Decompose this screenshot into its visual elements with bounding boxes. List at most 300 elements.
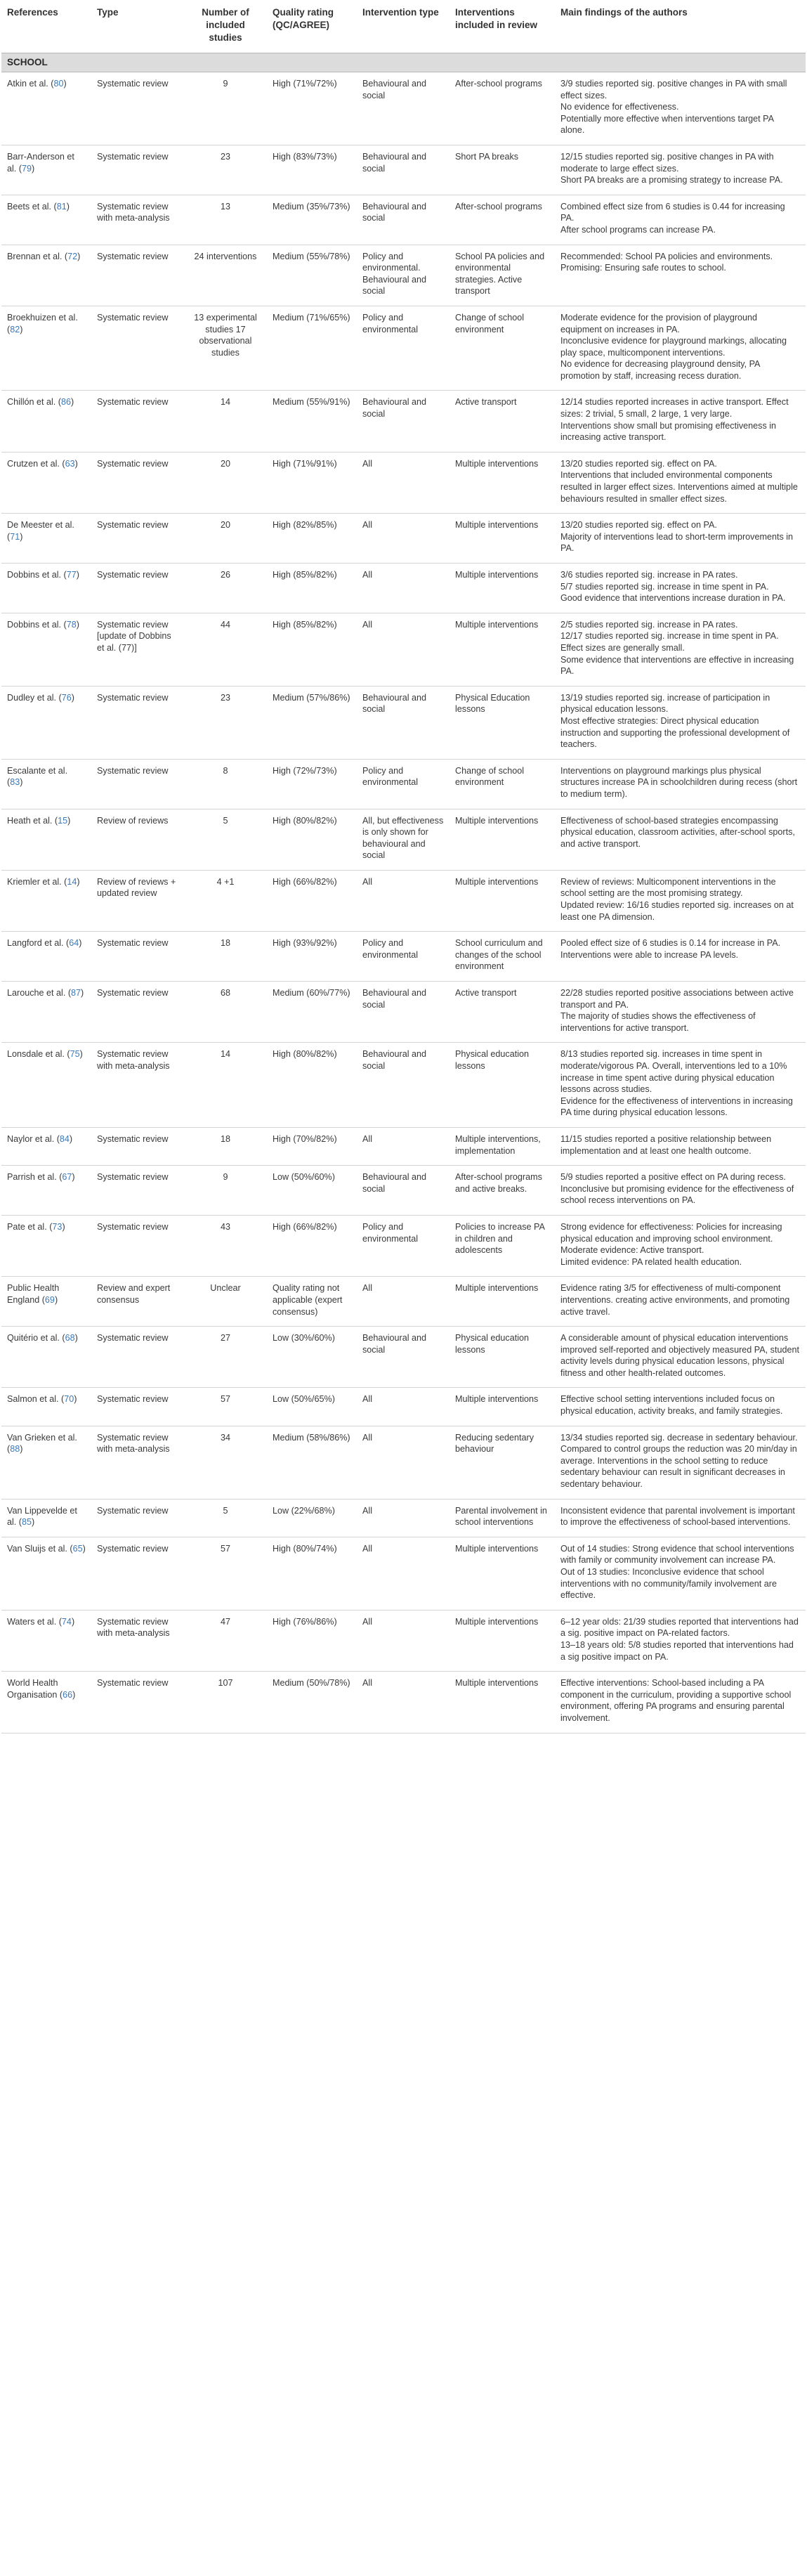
reference-author: Chillón et al. <box>7 397 56 408</box>
reference-author: Escalante et al. <box>7 765 68 776</box>
cell-quality: Low (30%/60%) <box>267 1327 357 1388</box>
citation-link[interactable]: 72 <box>67 251 78 261</box>
header-intervention-type: Intervention type <box>362 7 439 18</box>
cell-number: 13 experimental studies 17 observational studies <box>184 306 267 391</box>
cell-number: Unclear <box>184 1277 267 1327</box>
finding-line: Review of reviews: Multicomponent interventions in the school setting are the most promising strategy. <box>560 876 776 899</box>
citation-link[interactable]: 66 <box>63 1689 73 1700</box>
finding-line: Most effective strategies: Direct physical education instruction and supporting the professional development of teachers. <box>560 715 790 750</box>
finding-line: 12/17 studies reported sig. increase in time spent in PA. <box>560 631 779 642</box>
finding-line: 8/13 studies reported sig. increases in time spent in moderate/vigorous PA. Overall, interventions led to a 10% increase in time spent active during physical education lessons across studies. <box>560 1049 787 1095</box>
cell-type: Systematic review <box>91 1537 184 1610</box>
cell-interventions-included: Multiple interventions, implementation <box>450 1127 555 1165</box>
cell-number: 5 <box>184 809 267 870</box>
cell-number: 43 <box>184 1215 267 1276</box>
cell-interventions-included: Change of school environment <box>450 759 555 809</box>
finding-line: 6–12 year olds: 21/39 studies reported that interventions had a sig. positive impact on PA-related factors. <box>560 1616 799 1639</box>
cell-interventions-included: Multiple interventions <box>450 1388 555 1426</box>
reference-author: Quitério et al. <box>7 1333 60 1344</box>
cell-intervention-type: All, but effectiveness is only shown for behavioural and social <box>357 809 450 870</box>
cell-main-findings <box>555 1277 806 1327</box>
finding-line: Majority of interventions lead to short-term improvements in PA. <box>560 531 794 554</box>
cell-number: 47 <box>184 1610 267 1671</box>
cell-type: Systematic review <box>91 514 184 564</box>
finding-line: Combined effect size from 6 studies is 0.44 for increasing PA. <box>560 201 785 223</box>
cell-intervention-type: All <box>357 1610 450 1671</box>
cell-number: 44 <box>184 613 267 686</box>
finding-line: Effective interventions: School-based including a PA component in the curriculum, providing a supportive school environment, offering PA programs and ensuring parental involvement. <box>560 1678 792 1723</box>
cell-number: 20 <box>184 452 267 513</box>
finding-line: Effective school setting interventions included focus on physical education, activity breaks, and family strategies. <box>560 1394 783 1417</box>
finding-line: Interventions were able to increase PA levels. <box>560 949 739 960</box>
cell-type: Systematic review with meta-analysis <box>91 195 184 245</box>
reference-author: Kriemler et al. <box>7 876 62 887</box>
cell-interventions-included: Multiple interventions <box>450 613 555 686</box>
cell-reference: Larouche et al. (87) <box>1 982 91 1043</box>
cell-interventions-included: Physical education lessons <box>450 1327 555 1388</box>
finding-line: 13/20 studies reported sig. effect on PA. <box>560 458 717 469</box>
reference-author: Van Grieken et al. <box>7 1432 77 1443</box>
table-row <box>1 391 806 452</box>
cell-main-findings <box>555 564 806 613</box>
cell-main-findings <box>555 72 806 145</box>
cell-type: Systematic review <box>91 145 184 195</box>
cell-intervention-type: Policy and environmental <box>357 1215 450 1276</box>
cell-type: Systematic review <box>91 452 184 513</box>
citation-link[interactable]: 65 <box>72 1543 83 1554</box>
finding-line: 3/6 studies reported sig. increase in PA rates. <box>560 570 738 580</box>
cell-intervention-type: All <box>357 1426 450 1499</box>
table-row <box>1 1043 806 1128</box>
cell-intervention-type: Behavioural and social <box>357 1327 450 1388</box>
cell-interventions-included: Change of school environment <box>450 306 555 391</box>
cell-type: Systematic review <box>91 1672 184 1733</box>
table-row <box>1 613 806 686</box>
table-row <box>1 809 806 870</box>
cell-quality: High (71%/72%) <box>267 72 357 145</box>
cell-intervention-type: All <box>357 1388 450 1426</box>
table-row <box>1 514 806 564</box>
citation-link[interactable]: 84 <box>59 1133 70 1144</box>
finding-line: 22/28 studies reported positive associations between active transport and PA. <box>560 988 794 1010</box>
finding-line: Potentially more effective when interventions target PA alone. <box>560 113 774 136</box>
table-row <box>1 1537 806 1610</box>
cell-number: 9 <box>184 72 267 145</box>
citation-link[interactable]: 76 <box>61 692 72 703</box>
table-row <box>1 1672 806 1733</box>
citation-link[interactable]: 86 <box>61 397 72 408</box>
reference-author: Brennan et al. <box>7 251 63 261</box>
cell-main-findings <box>555 245 806 306</box>
cell-reference: World Health Organisation (66) <box>1 1672 91 1733</box>
cell-main-findings <box>555 1426 806 1499</box>
cell-intervention-type: All <box>357 452 450 513</box>
finding-line: Evidence rating 3/5 for effectiveness of multi-component interventions. creating active environments, and promoting active travel. <box>560 1283 790 1317</box>
cell-interventions-included: Policies to increase PA in children and adolescents <box>450 1215 555 1276</box>
cell-intervention-type: Policy and environmental <box>357 306 450 391</box>
citation-link[interactable]: 85 <box>22 1517 32 1528</box>
cell-interventions-included: Multiple interventions <box>450 452 555 513</box>
cell-type: Systematic review <box>91 982 184 1043</box>
cell-type: Systematic review <box>91 932 184 982</box>
reference-author: Broekhuizen et al. <box>7 312 78 323</box>
finding-line: A considerable amount of physical education interventions improved self-reported and objectively measured PA, student activity levels during physical education lessons, physical fitness and other health-related outcomes. <box>560 1333 799 1378</box>
finding-line: Pooled effect size of 6 studies is 0.14 for increase in PA. <box>560 938 781 949</box>
finding-line: 13/19 studies reported sig. increase of participation in physical education lessons. <box>560 692 770 715</box>
table-row <box>1 932 806 982</box>
citation-link[interactable]: 69 <box>44 1294 55 1305</box>
finding-line: 12/15 studies reported sig. positive changes in PA with moderate to large effect sizes. <box>560 151 774 174</box>
cell-type: Systematic review <box>91 1215 184 1276</box>
citation-link[interactable]: 82 <box>10 324 20 334</box>
cell-intervention-type: Behavioural and social <box>357 1166 450 1216</box>
finding-line: Evidence for the effectiveness of interventions in increasing PA time during physical education lessons. <box>560 1095 793 1118</box>
cell-quality: Medium (58%/86%) <box>267 1426 357 1499</box>
cell-interventions-included: After-school programs and active breaks. <box>450 1166 555 1216</box>
cell-number: 57 <box>184 1537 267 1610</box>
citation-link[interactable]: 78 <box>66 619 77 630</box>
table-row <box>1 564 806 613</box>
finding-line: 13–18 years old: 5/8 studies reported that interventions had a sig positive impact on PA. <box>560 1639 794 1662</box>
table-row <box>1 1388 806 1426</box>
cell-main-findings <box>555 145 806 195</box>
finding-line: No evidence for effectiveness. <box>560 102 679 112</box>
cell-interventions-included: Short PA breaks <box>450 145 555 195</box>
finding-line: Moderate evidence: Active transport. <box>560 1245 704 1256</box>
cell-intervention-type: Behavioural and social <box>357 145 450 195</box>
cell-main-findings <box>555 391 806 452</box>
cell-type: Systematic review <box>91 306 184 391</box>
citation-link[interactable]: 64 <box>69 938 79 949</box>
cell-intervention-type: All <box>357 514 450 564</box>
cell-main-findings <box>555 306 806 391</box>
cell-reference: Heath et al. (15) <box>1 809 91 870</box>
cell-main-findings <box>555 613 806 686</box>
reference-author: Van Sluijs et al. <box>7 1543 67 1554</box>
cell-main-findings <box>555 1215 806 1276</box>
section-row <box>1 53 806 72</box>
reference-author: Dobbins et al. <box>7 619 62 630</box>
reference-author: De Meester et al. <box>7 520 74 531</box>
finding-line: Interventions on playground markings plus physical structures increase PA in schoolchildren during recess (short to medium term). <box>560 765 798 799</box>
finding-line: Effectiveness of school-based strategies encompassing physical education, classroom activities, after-school sports, and active transport. <box>560 815 795 849</box>
cell-reference: Van Sluijs et al. (65) <box>1 1537 91 1610</box>
citation-link[interactable]: 63 <box>65 458 75 469</box>
table-row <box>1 1610 806 1671</box>
finding-line: Interventions that included environmental components resulted in larger effect sizes. Interventions aimed at multiple behaviours resulted in smaller effect sizes. <box>560 470 798 504</box>
reference-author: Crutzen et al. <box>7 458 60 469</box>
cell-type: Systematic review <box>91 1499 184 1537</box>
cell-reference: Pate et al. (73) <box>1 1215 91 1276</box>
cell-type: Systematic review with meta-analysis <box>91 1610 184 1671</box>
cell-interventions-included: Reducing sedentary behaviour <box>450 1426 555 1499</box>
cell-number: 18 <box>184 932 267 982</box>
citation-link[interactable]: 74 <box>61 1616 72 1627</box>
cell-reference: Quitério et al. (68) <box>1 1327 91 1388</box>
cell-intervention-type: Behavioural and social <box>357 72 450 145</box>
cell-type: Systematic review <box>91 686 184 759</box>
cell-number: 5 <box>184 1499 267 1537</box>
header-quality: Quality rating (QC/AGREE) <box>273 7 334 30</box>
cell-number: 13 <box>184 195 267 245</box>
citation-link[interactable]: 81 <box>56 201 67 212</box>
cell-main-findings <box>555 1043 806 1128</box>
table-row <box>1 1127 806 1165</box>
cell-type: Systematic review <box>91 759 184 809</box>
citation-link[interactable]: 88 <box>10 1444 20 1455</box>
reference-author: Naylor et al. <box>7 1133 55 1144</box>
cell-interventions-included: Multiple interventions <box>450 1610 555 1671</box>
cell-type: Systematic review with meta-analysis <box>91 1426 184 1499</box>
cell-interventions-included: After-school programs <box>450 195 555 245</box>
table-row <box>1 1277 806 1327</box>
cell-quality: High (93%/92%) <box>267 932 357 982</box>
cell-intervention-type: Behavioural and social <box>357 391 450 452</box>
reference-author: Van Lippevelde et al. <box>7 1505 77 1528</box>
cell-quality: High (71%/91%) <box>267 452 357 513</box>
header-number: Number of included studies <box>202 7 249 43</box>
cell-main-findings <box>555 1166 806 1216</box>
table-row <box>1 145 806 195</box>
finding-line: 11/15 studies reported a positive relationship between implementation and at least one health outcome. <box>560 1133 772 1156</box>
cell-quality: Quality rating not applicable (expert consensus) <box>267 1277 357 1327</box>
cell-quality: High (80%/82%) <box>267 809 357 870</box>
cell-reference: Chillón et al. (86) <box>1 391 91 452</box>
reference-author: Heath et al. <box>7 815 53 826</box>
table-body <box>1 53 806 1733</box>
cell-interventions-included: Multiple interventions <box>450 1537 555 1610</box>
header-interventions-included: Interventions included in review <box>455 7 538 30</box>
cell-quality: High (82%/85%) <box>267 514 357 564</box>
cell-intervention-type: Policy and environmental <box>357 759 450 809</box>
citation-link[interactable]: 75 <box>70 1049 80 1060</box>
reference-author: Dudley et al. <box>7 692 57 703</box>
finding-line: 5/7 studies reported sig. increase in time spent in PA. <box>560 581 769 592</box>
cell-reference: Naylor et al. (84) <box>1 1127 91 1165</box>
cell-intervention-type: All <box>357 1277 450 1327</box>
finding-line: Some evidence that interventions are effective in increasing PA. <box>560 654 794 677</box>
cell-type: Review of reviews + updated review <box>91 870 184 931</box>
cell-quality: High (83%/73%) <box>267 145 357 195</box>
cell-type: Systematic review with meta-analysis <box>91 1043 184 1128</box>
finding-line: Limited evidence: PA related health education. <box>560 1256 742 1267</box>
cell-reference: Van Grieken et al. (88) <box>1 1426 91 1499</box>
reference-author: Lonsdale et al. <box>7 1049 65 1060</box>
cell-main-findings <box>555 1672 806 1733</box>
cell-intervention-type: All <box>357 1499 450 1537</box>
finding-line: No evidence for decreasing playground density, PA promotion by staff, increasing recess duration. <box>560 359 760 381</box>
cell-number: 26 <box>184 564 267 613</box>
cell-main-findings <box>555 452 806 513</box>
cell-number: 8 <box>184 759 267 809</box>
cell-reference: Van Lippevelde et al. (85) <box>1 1499 91 1537</box>
finding-line: Short PA breaks are a promising strategy to increase PA. <box>560 175 783 186</box>
cell-main-findings <box>555 932 806 982</box>
cell-main-findings <box>555 1499 806 1537</box>
review-table <box>1 4 806 1733</box>
finding-line: Inconsistent evidence that parental involvement is important to improve the effectiveness of school-based interventions. <box>560 1505 795 1528</box>
cell-main-findings <box>555 686 806 759</box>
table-row <box>1 1499 806 1537</box>
cell-interventions-included: Active transport <box>450 391 555 452</box>
reference-author: Atkin et al. <box>7 79 48 89</box>
citation-link[interactable]: 77 <box>66 570 77 580</box>
cell-intervention-type: All <box>357 1537 450 1610</box>
table-row <box>1 195 806 245</box>
cell-reference: Salmon et al. (70) <box>1 1388 91 1426</box>
cell-intervention-type: Behavioural and social <box>357 982 450 1043</box>
citation-link[interactable]: 14 <box>67 876 77 887</box>
cell-main-findings <box>555 1610 806 1671</box>
finding-line: 13/34 studies reported sig. decrease in sedentary behaviour. Compared to control groups the reduction was 20 min/day in average. Interventions in the school setting to reduce sedentary behaviour can result in significant decreases in sedentary behaviour. <box>560 1432 798 1490</box>
cell-quality: High (70%/82%) <box>267 1127 357 1165</box>
cell-interventions-included: Multiple interventions <box>450 870 555 931</box>
citation-link[interactable]: 83 <box>10 777 20 788</box>
citation-link[interactable]: 15 <box>58 815 68 826</box>
reference-author: Waters et al. <box>7 1616 57 1627</box>
cell-quality: Medium (50%/78%) <box>267 1672 357 1733</box>
citation-link[interactable]: 73 <box>52 1221 63 1232</box>
reference-author: Larouche et al. <box>7 988 66 998</box>
cell-intervention-type: All <box>357 564 450 613</box>
cell-number: 18 <box>184 1127 267 1165</box>
cell-reference: Lonsdale et al. (75) <box>1 1043 91 1128</box>
cell-type: Systematic review <box>91 1327 184 1388</box>
citation-link[interactable]: 70 <box>64 1394 74 1405</box>
reference-author: Salmon et al. <box>7 1394 59 1405</box>
cell-reference: Broekhuizen et al. (82) <box>1 306 91 391</box>
cell-interventions-included: Multiple interventions <box>450 1277 555 1327</box>
cell-interventions-included: Multiple interventions <box>450 1672 555 1733</box>
reference-author: Public Health England <box>7 1283 60 1305</box>
citation-link[interactable]: 68 <box>65 1333 75 1344</box>
cell-main-findings <box>555 514 806 564</box>
cell-reference: Dudley et al. (76) <box>1 686 91 759</box>
cell-number: 27 <box>184 1327 267 1388</box>
cell-interventions-included: Multiple interventions <box>450 564 555 613</box>
reference-author: Parrish et al. <box>7 1172 57 1183</box>
cell-main-findings <box>555 195 806 245</box>
header-references: References <box>7 7 58 18</box>
cell-reference: Barr-Anderson et al. (79) <box>1 145 91 195</box>
cell-interventions-included: School PA policies and environmental strategies. Active transport <box>450 245 555 306</box>
cell-quality: High (80%/82%) <box>267 1043 357 1128</box>
cell-number: 9 <box>184 1166 267 1216</box>
cell-interventions-included: Physical Education lessons <box>450 686 555 759</box>
cell-reference: Brennan et al. (72) <box>1 245 91 306</box>
cell-main-findings <box>555 1327 806 1388</box>
cell-quality: High (66%/82%) <box>267 870 357 931</box>
finding-line: The majority of studies shows the effectiveness of interventions for active transport. <box>560 1011 756 1033</box>
cell-intervention-type: Policy and environmental <box>357 932 450 982</box>
cell-number: 24 interventions <box>184 245 267 306</box>
reference-author: Barr-Anderson et al. <box>7 151 74 174</box>
cell-intervention-type: Behavioural and social <box>357 686 450 759</box>
citation-link[interactable]: 80 <box>53 79 64 89</box>
cell-type: Systematic review <box>91 391 184 452</box>
finding-line: Out of 14 studies: Strong evidence that school interventions with family or community involvement can increase PA. <box>560 1543 794 1566</box>
cell-type: Systematic review <box>91 72 184 145</box>
cell-quality: Medium (55%/78%) <box>267 245 357 306</box>
table-row <box>1 982 806 1043</box>
cell-number: 23 <box>184 686 267 759</box>
cell-type: Systematic review <box>91 245 184 306</box>
cell-type: Systematic review <box>91 1127 184 1165</box>
cell-main-findings <box>555 1127 806 1165</box>
cell-quality: High (66%/82%) <box>267 1215 357 1276</box>
cell-reference: Crutzen et al. (63) <box>1 452 91 513</box>
cell-reference: Waters et al. (74) <box>1 1610 91 1671</box>
table-row <box>1 72 806 145</box>
finding-line: Moderate evidence for the provision of playground equipment on increases in PA. <box>560 312 758 334</box>
cell-reference: Parrish et al. (67) <box>1 1166 91 1216</box>
cell-quality: Low (50%/65%) <box>267 1388 357 1426</box>
cell-quality: Low (50%/60%) <box>267 1166 357 1216</box>
cell-reference: Beets et al. (81) <box>1 195 91 245</box>
cell-reference: Dobbins et al. (77) <box>1 564 91 613</box>
cell-reference: De Meester et al. (71) <box>1 514 91 564</box>
citation-link[interactable]: 87 <box>71 988 81 998</box>
cell-quality: High (76%/86%) <box>267 1610 357 1671</box>
cell-quality: Medium (55%/91%) <box>267 391 357 452</box>
finding-line: Promising: Ensuring safe routes to school. <box>560 263 726 273</box>
finding-line: 3/9 studies reported sig. positive changes in PA with small effect sizes. <box>560 79 787 100</box>
cell-quality: Medium (60%/77%) <box>267 982 357 1043</box>
finding-line: Effect sizes are generally small. <box>560 642 685 653</box>
reference-author: World Health Organisation <box>7 1678 58 1700</box>
cell-number: 14 <box>184 391 267 452</box>
cell-quality: High (80%/74%) <box>267 1537 357 1610</box>
table-row <box>1 686 806 759</box>
cell-reference: Langford et al. (64) <box>1 932 91 982</box>
cell-number: 4 +1 <box>184 870 267 931</box>
finding-line: Interventions show small but promising effectiveness in increasing active transport. <box>560 420 777 443</box>
table-header <box>1 4 806 53</box>
cell-main-findings <box>555 982 806 1043</box>
header-type: Type <box>97 7 119 18</box>
citation-link[interactable]: 67 <box>62 1172 72 1183</box>
citation-link[interactable]: 79 <box>22 163 32 174</box>
section-label: SCHOOL <box>1 53 806 72</box>
cell-main-findings <box>555 1388 806 1426</box>
cell-number: 107 <box>184 1672 267 1733</box>
finding-line: Out of 13 studies: Inconclusive evidence that school interventions with no community/family involvement are effective. <box>560 1567 777 1601</box>
cell-quality: Medium (35%/73%) <box>267 195 357 245</box>
table-row <box>1 1426 806 1499</box>
table-row <box>1 1215 806 1276</box>
finding-line: 12/14 studies reported increases in active transport. Effect sizes: 2 trivial, 5 small, 2 large, 1 very large. <box>560 397 789 419</box>
cell-reference: Dobbins et al. (78) <box>1 613 91 686</box>
cell-reference: Escalante et al. (83) <box>1 759 91 809</box>
cell-number: 34 <box>184 1426 267 1499</box>
cell-number: 23 <box>184 145 267 195</box>
cell-main-findings <box>555 759 806 809</box>
cell-interventions-included: Active transport <box>450 982 555 1043</box>
cell-type: Systematic review <box>91 1388 184 1426</box>
cell-quality: Medium (71%/65%) <box>267 306 357 391</box>
cell-quality: High (85%/82%) <box>267 613 357 686</box>
citation-link[interactable]: 71 <box>10 531 20 542</box>
cell-reference: Public Health England (69) <box>1 1277 91 1327</box>
header-main-findings: Main findings of the authors <box>560 7 688 18</box>
cell-main-findings <box>555 809 806 870</box>
cell-interventions-included: Physical education lessons <box>450 1043 555 1128</box>
cell-type: Systematic review <box>91 564 184 613</box>
cell-intervention-type: All <box>357 1127 450 1165</box>
table-row <box>1 306 806 391</box>
reference-author: Pate et al. <box>7 1221 47 1232</box>
cell-main-findings <box>555 1537 806 1610</box>
